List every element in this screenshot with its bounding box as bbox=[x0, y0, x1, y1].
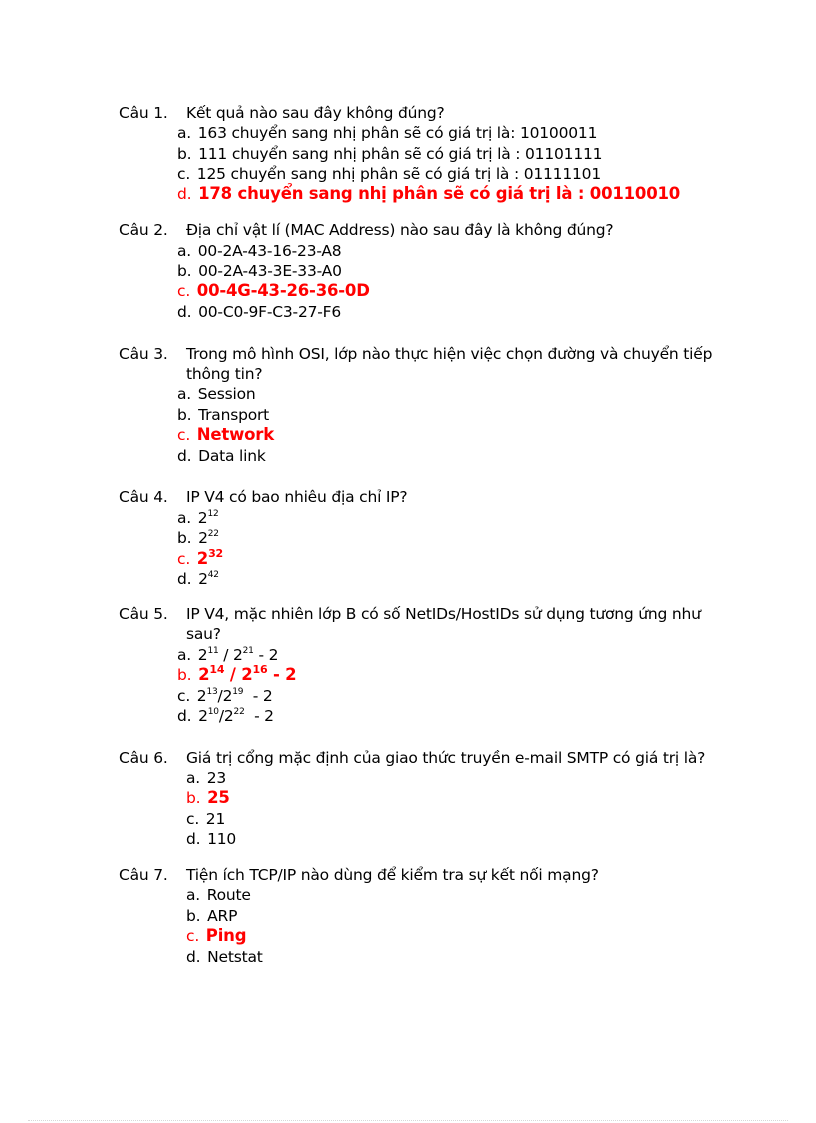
option-c-correct bbox=[186, 926, 246, 946]
option-c-correct bbox=[177, 281, 370, 301]
option-letter: a. bbox=[186, 886, 201, 904]
option-text: 23 bbox=[206, 769, 227, 787]
question-number: Câu 4. bbox=[119, 488, 168, 506]
option-letter: d. bbox=[177, 570, 192, 588]
power-exponent: 11 bbox=[207, 645, 219, 656]
option-text: 00-2A-43-16-23-A8 bbox=[197, 242, 342, 260]
option-letter: a. bbox=[177, 385, 192, 403]
option-a bbox=[186, 768, 226, 788]
option-b bbox=[177, 144, 602, 164]
option-letter: b. bbox=[186, 789, 201, 807]
option-text: 21 bbox=[205, 810, 226, 828]
option-text bbox=[198, 662, 297, 684]
option-b bbox=[177, 261, 342, 281]
option-b bbox=[177, 405, 269, 425]
option-text: 125 chuyển sang nhị phân sẽ có giá trị là : 01111101 bbox=[196, 165, 601, 183]
option-text: Transport bbox=[198, 406, 270, 424]
question-text: Giá trị cổng mặc định của giao thức truyền e-mail SMTP có giá trị là? bbox=[186, 749, 706, 767]
option-letter: a. bbox=[177, 509, 192, 527]
option-letter: d. bbox=[186, 830, 201, 848]
question-number: Câu 3. bbox=[119, 345, 168, 363]
question-number: Câu 7. bbox=[119, 866, 168, 884]
power-exponent: 42 bbox=[207, 569, 219, 580]
separator: / bbox=[224, 665, 242, 684]
option-text bbox=[198, 646, 278, 664]
option-d-correct bbox=[177, 184, 680, 204]
option-letter: b. bbox=[177, 145, 192, 163]
question-text: Địa chỉ vật lí (MAC Address) nào sau đây là không đúng? bbox=[186, 221, 614, 239]
option-a bbox=[177, 645, 278, 665]
option-b-correct bbox=[186, 788, 230, 808]
power-base: 2 bbox=[222, 687, 233, 705]
option-letter: c. bbox=[177, 550, 191, 568]
option-letter: b. bbox=[177, 262, 192, 280]
question-text: Trong mô hình OSI, lớp nào thực hiện việc chọn đường và chuyển tiếp bbox=[186, 345, 713, 363]
option-text: Route bbox=[206, 886, 251, 904]
power-base: 2 bbox=[198, 570, 208, 588]
option-text bbox=[198, 529, 219, 547]
option-letter: d. bbox=[177, 185, 192, 203]
option-b bbox=[186, 906, 237, 926]
option-d bbox=[186, 829, 236, 849]
option-text: 163 chuyển sang nhị phân sẽ có giá trị là: 10100011 bbox=[197, 124, 598, 142]
power-base: 2 bbox=[198, 707, 208, 725]
option-letter: c. bbox=[177, 282, 191, 300]
power-base: 2 bbox=[197, 509, 208, 527]
power-base: 2 bbox=[232, 646, 243, 664]
option-text bbox=[198, 509, 219, 527]
power-base: 2 bbox=[197, 646, 208, 664]
question-text: IP V4, mặc nhiên lớp B có số NetIDs/HostIDs sử dụng tương ứng như bbox=[186, 605, 701, 623]
option-text bbox=[196, 546, 223, 568]
option-text bbox=[198, 570, 219, 588]
option-letter: a. bbox=[186, 769, 201, 787]
power-exponent: 13 bbox=[206, 686, 218, 697]
option-a bbox=[177, 384, 256, 404]
option-letter: a. bbox=[177, 242, 192, 260]
option-letter: a. bbox=[177, 124, 192, 142]
option-letter: d. bbox=[177, 707, 192, 725]
minus-term: - 2 bbox=[244, 707, 274, 725]
option-letter: c. bbox=[186, 810, 200, 828]
power-exponent: 22 bbox=[233, 706, 245, 717]
option-text: Session bbox=[197, 385, 256, 403]
power-exponent: 12 bbox=[207, 508, 219, 519]
minus-term: - 2 bbox=[253, 646, 279, 664]
option-a bbox=[186, 885, 251, 905]
option-text: Data link bbox=[198, 447, 266, 465]
option-text: 00-4G-43-26-36-0D bbox=[196, 281, 370, 300]
question-text: IP V4 có bao nhiêu địa chỉ IP? bbox=[186, 488, 408, 506]
option-c-correct bbox=[177, 425, 274, 445]
power-base: 2 bbox=[198, 529, 208, 547]
option-text: 00-2A-43-3E-33-A0 bbox=[198, 262, 342, 280]
power-base: 2 bbox=[196, 687, 207, 705]
option-letter: d. bbox=[177, 303, 192, 321]
separator: / bbox=[218, 646, 233, 664]
option-text: Netstat bbox=[207, 948, 263, 966]
question-text: Kết quả nào sau đây không đúng? bbox=[186, 104, 445, 122]
option-letter: b. bbox=[177, 666, 192, 684]
separator: / bbox=[218, 707, 224, 725]
minus-term: - 2 bbox=[267, 665, 297, 684]
option-letter: d. bbox=[177, 447, 192, 465]
option-text: Ping bbox=[205, 926, 247, 945]
power-exponent: 19 bbox=[232, 686, 244, 697]
option-text: 110 bbox=[207, 830, 237, 848]
power-base: 2 bbox=[241, 665, 253, 684]
option-a bbox=[177, 508, 219, 528]
question-text: Tiện ích TCP/IP nào dùng để kiểm tra sự kết nối mạng? bbox=[186, 866, 599, 884]
question-text-continued: thông tin? bbox=[186, 365, 263, 383]
option-letter: c. bbox=[177, 687, 191, 705]
option-letter: d. bbox=[186, 948, 201, 966]
power-base: 2 bbox=[196, 549, 209, 568]
question-number: Câu 2. bbox=[119, 221, 168, 239]
power-base: 2 bbox=[223, 707, 234, 725]
option-d bbox=[177, 302, 341, 322]
option-text: Network bbox=[196, 425, 274, 444]
option-d bbox=[177, 446, 266, 466]
option-text: 00-C0-9F-C3-27-F6 bbox=[198, 303, 342, 321]
question-number: Câu 1. bbox=[119, 104, 168, 122]
power-base: 2 bbox=[198, 665, 210, 684]
power-exponent: 22 bbox=[207, 528, 219, 539]
option-letter: b. bbox=[177, 529, 192, 547]
option-letter: c. bbox=[177, 165, 191, 183]
option-text: 25 bbox=[207, 788, 230, 807]
option-c bbox=[186, 809, 225, 829]
option-d bbox=[177, 569, 219, 589]
option-text bbox=[197, 687, 273, 705]
option-letter: b. bbox=[186, 907, 201, 925]
question-text-continued: sau? bbox=[186, 625, 221, 643]
option-text: 178 chuyển sang nhị phân sẽ có giá trị là : 00110010 bbox=[198, 184, 681, 203]
option-letter: b. bbox=[177, 406, 192, 424]
power-exponent: 32 bbox=[208, 546, 223, 560]
power-exponent: 10 bbox=[207, 706, 219, 717]
option-letter: c. bbox=[186, 927, 200, 945]
question-number: Câu 5. bbox=[119, 605, 168, 623]
option-c bbox=[177, 686, 273, 706]
option-c-correct bbox=[177, 546, 223, 569]
power-exponent: 21 bbox=[242, 645, 254, 656]
page-bottom-divider bbox=[28, 1120, 788, 1121]
minus-term: - 2 bbox=[243, 687, 273, 705]
option-d bbox=[177, 706, 274, 726]
option-text bbox=[198, 707, 274, 725]
option-d bbox=[186, 947, 263, 967]
option-a bbox=[177, 241, 341, 261]
question-number: Câu 6. bbox=[119, 749, 168, 767]
option-letter: c. bbox=[177, 426, 191, 444]
separator: / bbox=[217, 687, 223, 705]
option-letter: a. bbox=[177, 646, 192, 664]
option-text: 111 chuyển sang nhị phân sẽ có giá trị là : 01101111 bbox=[198, 145, 603, 163]
option-c bbox=[177, 164, 601, 184]
option-a bbox=[177, 123, 597, 143]
option-b-correct bbox=[177, 662, 297, 685]
option-text: ARP bbox=[207, 907, 238, 925]
option-b bbox=[177, 528, 219, 548]
power-exponent: 14 bbox=[209, 662, 225, 676]
power-exponent: 16 bbox=[252, 662, 268, 676]
